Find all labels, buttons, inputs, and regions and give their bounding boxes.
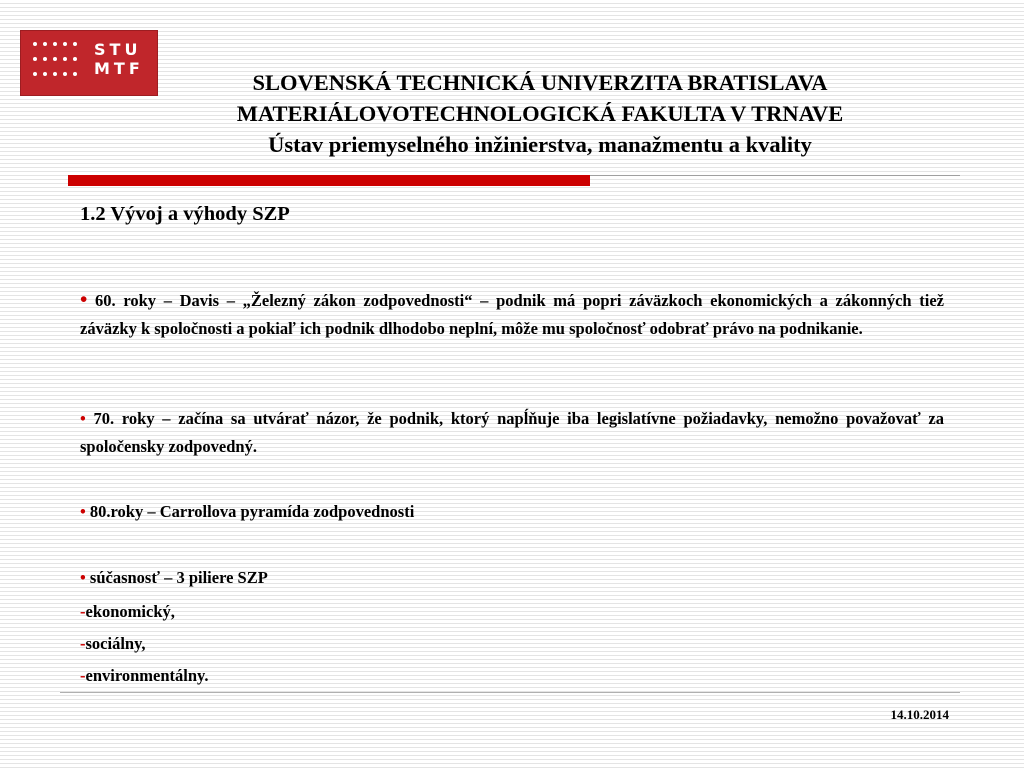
logo-line-1: STU (94, 40, 142, 59)
pillar-item-social (80, 630, 146, 658)
logo-line-2: MTF (94, 59, 144, 78)
slide-date: 14.10.2014 (890, 707, 949, 722)
bullet-text-2: 70. roky – začína sa utvárať názor, že podnik, ktorý napĺňuje iba legislatívne požiadavky, nemožno považovať za spoločensky zodpovedný. (80, 409, 945, 456)
bullet-item-4 (80, 564, 944, 592)
bullet-icon: • (80, 409, 86, 428)
pillar-text: environmentálny. (85, 666, 209, 685)
bullet-text-1: 60. roky – Davis – „Železný zákon zodpovednosti“ – podnik má popri záväzkoch ekonomických a zákonných tiež záväzky k spoločnosti a pokiaľ ich podnik dlhodobo neplní, môže mu spoločnosť odobrať právo na podnikanie. (80, 291, 944, 338)
university-name: SLOVENSKÁ TECHNICKÁ UNIVERZITA BRATISLAVA (252, 70, 828, 95)
bullet-item-3 (80, 498, 944, 526)
pillar-text: sociálny, (85, 634, 146, 653)
pillar-item-economic (80, 598, 175, 626)
faculty-name: MATERIÁLOVOTECHNOLOGICKÁ FAKULTA V TRNAVE (236, 101, 844, 126)
bullet-text-4: súčasnosť – 3 piliere SZP (89, 568, 268, 587)
logo-dots-icon (33, 42, 81, 82)
bullet-icon: • (80, 287, 88, 311)
bullet-icon: • (80, 568, 86, 587)
header-divider-line (590, 175, 960, 176)
slide-header (130, 67, 950, 160)
header-red-bar (68, 175, 590, 186)
dash-marker: - (80, 666, 86, 685)
bullet-icon: • (80, 502, 86, 521)
footer-divider-line (60, 692, 960, 693)
dash-marker: - (80, 602, 86, 621)
dash-marker: - (80, 634, 86, 653)
bullet-item-1 (80, 285, 944, 343)
institute-name: Ústav priemyselného inžinierstva, manažmentu a kvality (268, 132, 812, 157)
pillar-text: ekonomický, (85, 602, 175, 621)
bullet-item-2 (80, 405, 944, 461)
bullet-text-3: 80.roky – Carrollova pyramída zodpovednosti (89, 502, 415, 521)
pillar-item-environmental (80, 662, 209, 690)
slide-title: 1.2 Vývoj a výhody SZP (80, 203, 290, 225)
